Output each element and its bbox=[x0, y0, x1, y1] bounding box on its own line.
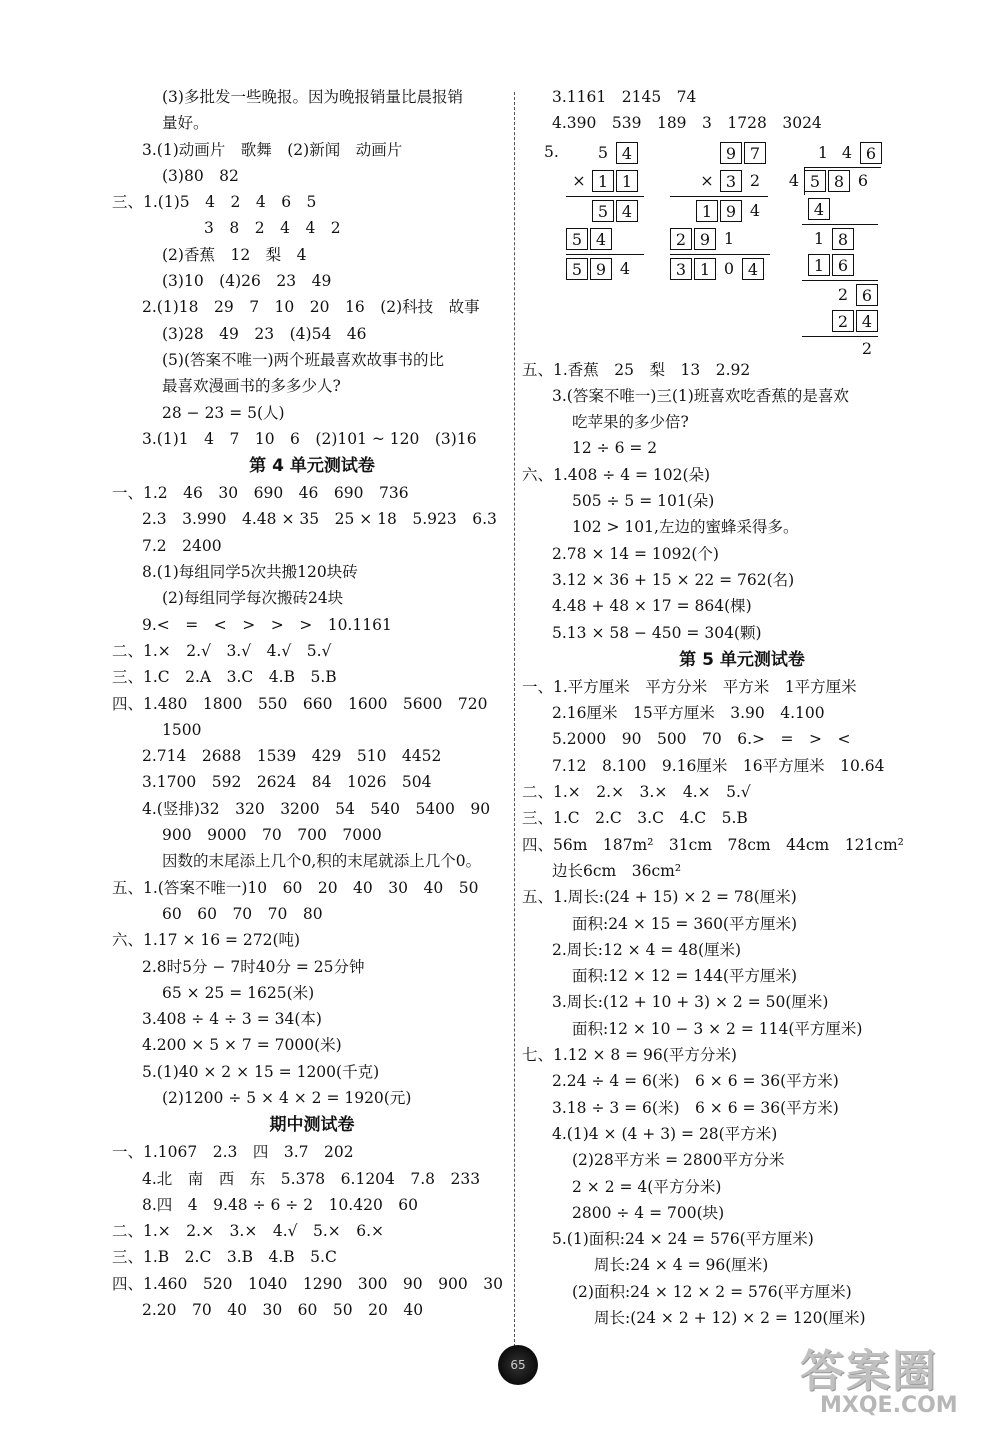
digit-box: 3 bbox=[670, 258, 692, 280]
answer-line: 8.四 4 9.48 ÷ 6 ÷ 2 10.420 60 bbox=[142, 1195, 419, 1214]
answer-line: (3)多批发一些晚报。因为晚报销量比晨报销 bbox=[162, 88, 463, 106]
answer-line: 二、1.× 2.× 3.× 4.× 5.√ bbox=[522, 783, 751, 802]
answer-line: 2.3 3.990 4.48 × 35 25 × 18 5.923 6.3 bbox=[142, 510, 497, 529]
answer-line: 五、1.香蕉 25 梨 13 2.92 bbox=[522, 360, 751, 379]
answer-line: 4.北 南 西 东 5.378 6.1204 7.8 233 bbox=[142, 1169, 481, 1188]
calc2-line bbox=[670, 196, 768, 197]
answer-line: 四、56m 187m² 31cm 78cm 44cm 121cm² bbox=[522, 835, 904, 854]
answer-line: (3)28 49 23 (4)54 46 bbox=[162, 324, 367, 343]
answer-line: 边长6cm 36cm² bbox=[552, 861, 682, 880]
digit: 2 bbox=[861, 339, 873, 359]
digit-box: 1 bbox=[696, 200, 718, 222]
answer-line: 七、1.12 × 8 = 96(平方分米) bbox=[522, 1046, 737, 1065]
answer-line: 2.8时5分 − 7时40分 = 25分钟 bbox=[142, 957, 365, 976]
answer-line: 2.24 ÷ 4 = 6(米) 6 × 6 = 36(平方米) bbox=[552, 1072, 839, 1091]
calc3-dividend-row bbox=[786, 169, 876, 194]
digit-box: 6 bbox=[860, 142, 882, 164]
answer-line: 3.(答案不唯一)三(1)班喜欢吃香蕉的是喜欢 bbox=[552, 386, 849, 405]
answer-line: 二、1.× 2.× 3.× 4.√ 5.× 6.× bbox=[112, 1222, 385, 1241]
answer-line: 六、1.408 ÷ 4 = 102(朵) bbox=[522, 465, 711, 484]
answer-line: (2)每组同学每次搬砖24块 bbox=[162, 589, 344, 608]
calc3-remainder bbox=[856, 337, 880, 362]
digit-box: 7 bbox=[744, 142, 766, 164]
answer-line: 4.200 × 5 × 7 = 7000(米) bbox=[142, 1036, 342, 1055]
answer-line: (2)香蕉 12 梨 4 bbox=[162, 245, 307, 264]
answer-line: 2.78 × 14 = 1092(个) bbox=[552, 544, 719, 563]
answer-line: 一、1.1067 2.3 四 3.7 202 bbox=[112, 1143, 354, 1162]
digit-box: 8 bbox=[828, 170, 850, 192]
calc3-line bbox=[802, 280, 878, 281]
answer-line: 面积:24 × 15 = 360(平方厘米) bbox=[572, 914, 798, 933]
digit-box: 2 bbox=[832, 310, 854, 332]
digit: 0 bbox=[723, 259, 735, 279]
answer-line: (3)10 (4)26 23 49 bbox=[162, 272, 332, 291]
answer-line: 5.2000 90 500 70 6.> = > < bbox=[552, 730, 851, 749]
digit-box: 5 bbox=[566, 228, 588, 250]
answer-line: 3.(1)动画片 歌舞 (2)新闻 动画片 bbox=[142, 140, 403, 159]
right-column bbox=[522, 84, 962, 1331]
calc3-step1 bbox=[808, 197, 832, 222]
digit-box: 1 bbox=[592, 170, 614, 192]
answer-line: 7.2 2400 bbox=[142, 536, 222, 555]
answer-line: 102 > 101,左边的蜜蜂采得多。 bbox=[572, 518, 799, 537]
digit-box: 4 bbox=[808, 198, 830, 220]
answer-line: 1500 bbox=[162, 720, 202, 739]
answer-line: 因数的末尾添上几个0,积的末尾就添上几个0。 bbox=[162, 852, 482, 871]
page-number-badge: 65 bbox=[498, 1345, 538, 1385]
answer-line: 3 8 2 4 4 2 bbox=[204, 219, 341, 238]
watermark-url: MXQE.COM bbox=[820, 1393, 958, 1418]
calc2-partial2 bbox=[670, 227, 742, 252]
answer-line: 900 9000 70 700 7000 bbox=[162, 826, 382, 845]
digit-box: 4 bbox=[616, 200, 638, 222]
digit-box: 9 bbox=[720, 200, 742, 222]
calc1-line bbox=[566, 254, 644, 255]
answer-line: 3.1700 592 2624 84 1026 504 bbox=[142, 773, 432, 792]
answer-line: 4.(1)4 × (4 + 3) = 28(平方米) bbox=[552, 1124, 778, 1143]
answer-line: 3.18 ÷ 3 = 6(米) 6 × 6 = 36(平方米) bbox=[552, 1098, 839, 1117]
answer-line: 2800 ÷ 4 = 700(块) bbox=[572, 1203, 725, 1222]
answer-line: 9.< = < > > > 10.1161 bbox=[142, 615, 392, 634]
digit: 4 bbox=[619, 259, 631, 279]
digit: 1 bbox=[723, 229, 735, 249]
calc3-quotient bbox=[812, 141, 884, 166]
digit-box: 5 bbox=[566, 258, 588, 280]
answer-line: (5)(答案不唯一)两个班最喜欢故事书的比 bbox=[162, 350, 445, 369]
digit-box: 4 bbox=[616, 142, 638, 164]
answer-line: 8.(1)每组同学5次共搬120块砖 bbox=[142, 563, 358, 582]
calc1-product bbox=[566, 257, 638, 282]
digit-box: 8 bbox=[832, 228, 854, 250]
answer-line: 三、1.B 2.C 3.B 4.B 5.C bbox=[112, 1248, 337, 1267]
answer-line: 2.714 2688 1539 429 510 4452 bbox=[142, 747, 442, 766]
answer-line: 五、1.周长:(24 + 15) × 2 = 78(厘米) bbox=[522, 888, 797, 907]
digit: 4 bbox=[841, 143, 853, 163]
answer-line: 面积:12 × 12 = 144(平方厘米) bbox=[572, 967, 798, 986]
digit: 2 bbox=[749, 171, 761, 191]
digit-box: 6 bbox=[856, 284, 878, 306]
answer-line: 周长:24 × 4 = 96(厘米) bbox=[594, 1256, 769, 1275]
answer-line: 四、1.460 520 1040 1290 300 90 900 30 bbox=[112, 1274, 503, 1293]
answer-line: 一、1.平方厘米 平方分米 平方米 1平方厘米 bbox=[522, 677, 857, 696]
digit: 1 bbox=[817, 143, 829, 163]
digit: 6 bbox=[857, 171, 869, 191]
watermark bbox=[800, 1335, 995, 1430]
answer-line: 五、1.(答案不唯一)10 60 20 40 30 40 50 bbox=[112, 878, 479, 897]
digit-box: 4 bbox=[742, 258, 764, 280]
answer-line: 3.12 × 36 + 15 × 22 = 762(名) bbox=[552, 570, 795, 589]
column-divider bbox=[514, 92, 515, 1347]
answer-line: 7.12 8.100 9.16厘米 16平方厘米 10.64 bbox=[552, 756, 885, 775]
answer-line: 5.(1)面积:24 × 24 = 576(平方厘米) bbox=[552, 1230, 814, 1249]
digit-box: 5 bbox=[804, 170, 826, 192]
calc2-multiplicand bbox=[720, 141, 768, 166]
answer-line: 2.16厘米 15平方厘米 3.90 4.100 bbox=[552, 704, 825, 723]
answer-line: 三、1.C 2.C 3.C 4.C 5.B bbox=[522, 809, 748, 828]
answer-line: 5.(1)40 × 2 × 15 = 1200(千克) bbox=[142, 1062, 380, 1081]
digit-box: 2 bbox=[670, 228, 692, 250]
answer-line: 3.周长:(12 + 10 + 3) × 2 = 50(厘米) bbox=[552, 993, 829, 1012]
vertical-calculations bbox=[522, 141, 962, 357]
calc3-bracket-side bbox=[804, 167, 805, 195]
left-column bbox=[112, 84, 512, 1323]
digit-box: 6 bbox=[832, 254, 854, 276]
answer-line: 最喜欢漫画书的多多少人? bbox=[162, 377, 341, 396]
answer-line: 4.(竖排)32 320 3200 54 540 5400 90 bbox=[142, 799, 491, 818]
divisor: 4 bbox=[788, 171, 800, 191]
digit-box: 3 bbox=[720, 170, 742, 192]
watermark-logo-text: 答案圈 bbox=[800, 1346, 938, 1397]
answer-line: 2.(1)18 29 7 10 20 16 (2)科技 故事 bbox=[142, 298, 480, 317]
section-heading: 期中测试卷 bbox=[269, 1115, 355, 1136]
calc1-partial2 bbox=[566, 227, 614, 252]
answer-line: 60 60 70 70 80 bbox=[162, 904, 323, 923]
answer-line: 28 − 23 = 5(人) bbox=[162, 403, 285, 422]
digit: 4 bbox=[749, 201, 761, 221]
digit-box: 9 bbox=[694, 228, 716, 250]
answer-line: 二、1.× 2.√ 3.√ 4.√ 5.√ bbox=[112, 641, 332, 660]
digit: 2 bbox=[837, 285, 849, 305]
calc3-line bbox=[802, 224, 878, 225]
digit-box: 1 bbox=[616, 170, 638, 192]
answer-line: (2)面积:24 × 12 × 2 = 576(平方厘米) bbox=[572, 1282, 852, 1301]
calc1-multiplier bbox=[568, 169, 640, 194]
times-sign: × bbox=[572, 171, 586, 191]
answer-line: 4.48 + 48 × 17 = 864(棵) bbox=[552, 597, 752, 616]
calc-label: 5. bbox=[544, 142, 559, 161]
digit: 1 bbox=[813, 229, 825, 249]
answer-line: 六、1.17 × 16 = 272(吨) bbox=[112, 931, 301, 950]
digit: 5 bbox=[597, 143, 609, 163]
digit-box: 1 bbox=[694, 258, 716, 280]
digit-box: 4 bbox=[590, 228, 612, 250]
calc3-step2 bbox=[808, 227, 856, 252]
answer-line: 面积:12 × 10 − 3 × 2 = 114(平方厘米) bbox=[572, 1019, 863, 1038]
answer-line: 3.408 ÷ 4 ÷ 3 = 34(本) bbox=[142, 1010, 322, 1029]
answer-line: 3.(1)1 4 7 10 6 (2)101 ~ 120 (3)16 bbox=[142, 429, 477, 448]
answer-line: 65 × 25 = 1625(米) bbox=[162, 983, 315, 1002]
section-heading: 第 5 单元测试卷 bbox=[679, 649, 805, 670]
calc1-partial1 bbox=[592, 199, 640, 224]
answer-line: (3)80 82 bbox=[162, 166, 239, 185]
answer-line: 505 ÷ 5 = 101(朵) bbox=[572, 492, 715, 511]
calc2-line bbox=[670, 254, 770, 255]
answer-line: 三、1.C 2.A 3.C 4.B 5.B bbox=[112, 668, 337, 687]
answer-line: 3.1161 2145 74 bbox=[552, 88, 697, 106]
answer-line: 周长:(24 × 2 + 12) × 2 = 120(厘米) bbox=[594, 1308, 866, 1327]
digit-box: 1 bbox=[808, 254, 830, 276]
calc3-bracket-top bbox=[805, 167, 881, 168]
calc3-step5 bbox=[832, 309, 880, 334]
digit-box: 4 bbox=[856, 310, 878, 332]
answer-line: 量好。 bbox=[162, 114, 209, 133]
answer-line: 2.20 70 40 30 60 50 20 40 bbox=[142, 1301, 424, 1320]
answer-line: 2.周长:12 × 4 = 48(厘米) bbox=[552, 940, 742, 959]
answer-line: 一、1.2 46 30 690 46 690 736 bbox=[112, 484, 409, 503]
calc1-line bbox=[566, 196, 644, 197]
calc1-multiplicand bbox=[592, 141, 640, 166]
answer-line: 2 × 2 = 4(平方分米) bbox=[572, 1177, 722, 1196]
calc2-multiplier bbox=[696, 169, 768, 194]
answer-line: 四、1.480 1800 550 660 1600 5600 720 bbox=[112, 694, 488, 713]
digit-box: 9 bbox=[720, 142, 742, 164]
section-heading: 第 4 单元测试卷 bbox=[249, 456, 375, 477]
times-sign: × bbox=[700, 171, 714, 191]
answer-line: (2)1200 ÷ 5 × 4 × 2 = 1920(元) bbox=[162, 1088, 412, 1107]
answer-line: 5.13 × 58 − 450 = 304(颗) bbox=[552, 623, 762, 642]
answer-line: 三、1.(1)5 4 2 4 6 5 bbox=[112, 193, 317, 212]
answer-line: 吃苹果的多少倍? bbox=[572, 413, 689, 432]
calc2-product bbox=[670, 257, 766, 282]
digit-box: 5 bbox=[592, 200, 614, 222]
calc3-step3 bbox=[808, 253, 856, 278]
answer-line: 4.390 539 189 3 1728 3024 bbox=[552, 114, 822, 133]
calc2-partial1 bbox=[696, 199, 768, 224]
answer-line: (2)28平方米 = 2800平方分米 bbox=[572, 1151, 785, 1170]
answer-line: 12 ÷ 6 = 2 bbox=[572, 439, 658, 458]
digit-box: 9 bbox=[590, 258, 612, 280]
calc3-step4 bbox=[832, 283, 880, 308]
